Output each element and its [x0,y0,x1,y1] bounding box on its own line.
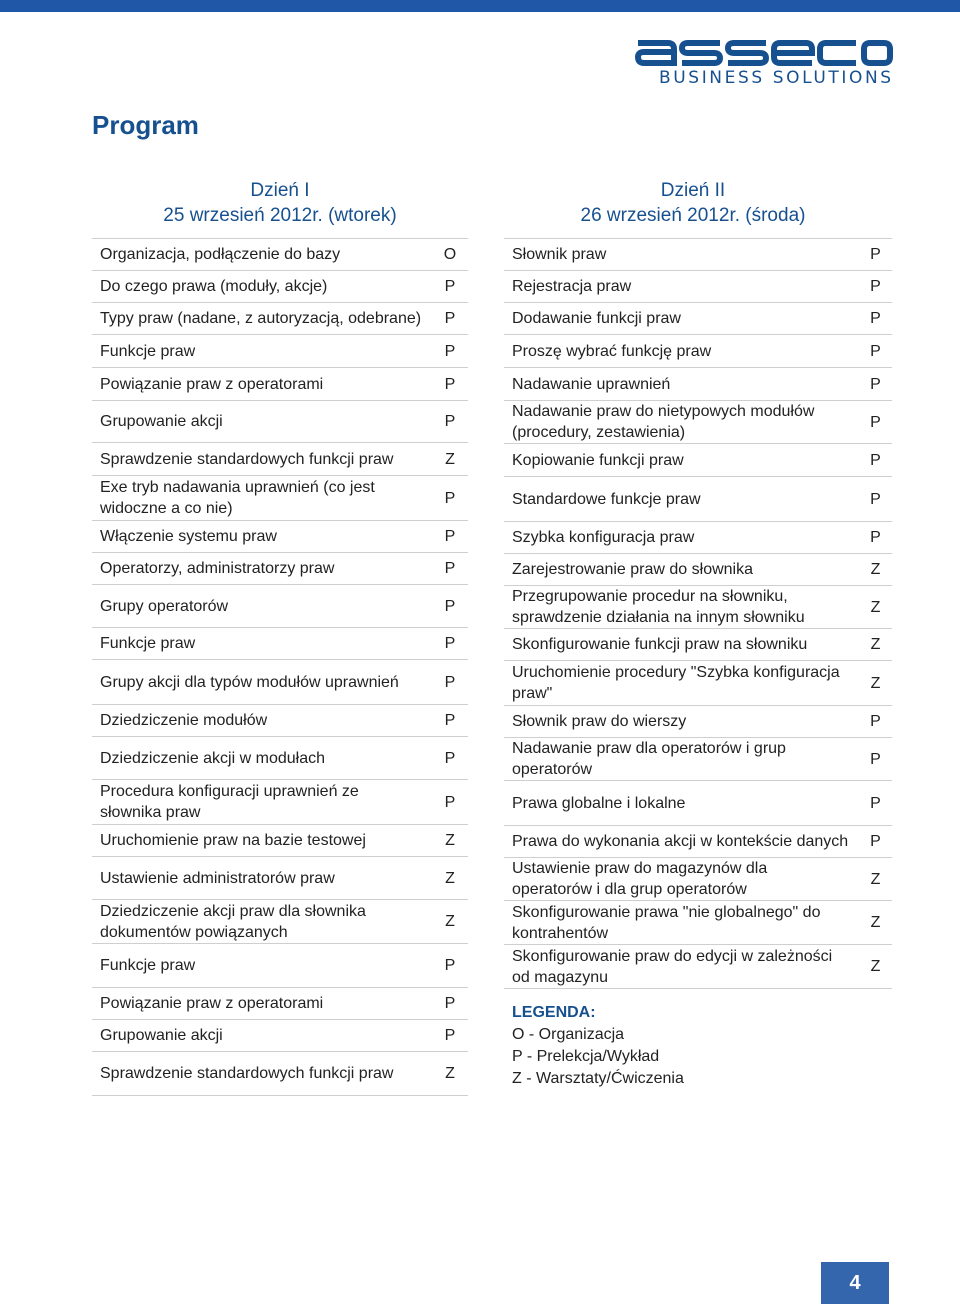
legend-item: P - Prelekcja/Wykład [512,1048,660,1065]
legend [512,1002,684,1090]
table-row [504,945,892,989]
page-title: Program [92,110,199,140]
day1-date: 25 wrzesień 2012r. (wtorek) [163,205,397,226]
table-row [92,988,468,1020]
session-type-code: P [432,705,468,737]
table-row [92,660,468,705]
session-topic: Powiązanie praw z operatorami [92,988,432,1020]
session-type-code: P [432,553,468,585]
session-topic: Sprawdzenie standardowych funkcji praw [92,443,432,476]
table-row [92,737,468,780]
session-topic: Dziedziczenie akcji w modułach [92,737,432,780]
session-type-code: Z [859,858,892,901]
table-row [92,628,468,660]
session-type-code: Z [432,443,468,476]
session-topic: Grupowanie akcji [92,1020,432,1052]
session-type-code: P [432,521,468,553]
session-type-code: P [859,522,892,554]
session-topic: Nadawanie praw do nietypowych modułów (procedury, zestawienia) [504,401,859,444]
session-type-code: Z [432,857,468,900]
top-accent-bar [0,0,960,12]
session-type-code: Z [432,1052,468,1096]
session-topic: Typy praw (nadane, z autoryzacją, odebrane) [92,303,432,335]
session-topic: Zarejestrowanie praw do słownika [504,554,859,586]
table-row [504,401,892,444]
session-topic: Operatorzy, administratorzy praw [92,553,432,585]
table-row [92,780,468,825]
day1-schedule-table [92,238,468,1096]
session-type-code: P [859,444,892,477]
session-topic: Dziedziczenie modułów [92,705,432,737]
table-row [504,629,892,661]
session-type-code: P [432,737,468,780]
session-type-code: P [859,303,892,335]
session-topic: Skonfigurowanie prawa "nie globalnego" do kontrahentów [504,901,859,945]
session-type-code: Z [859,629,892,661]
session-type-code: P [432,1020,468,1052]
session-topic: Dziedziczenie akcji praw dla słownika dokumentów powiązanych [92,900,432,944]
table-row [92,401,468,443]
table-row [92,900,468,944]
legend-title: LEGENDA: [512,1004,596,1021]
session-type-code: P [432,660,468,705]
session-topic: Procedura konfiguracji uprawnień ze słownika praw [92,780,432,825]
table-row [92,271,468,303]
session-topic: Powiązanie praw z operatorami [92,368,432,401]
table-row [92,585,468,628]
session-type-code: Z [432,900,468,944]
session-topic: Grupy operatorów [92,585,432,628]
session-topic: Organizacja, podłączenie do bazy [92,239,432,271]
session-topic: Słownik praw do wierszy [504,706,859,738]
session-topic: Kopiowanie funkcji praw [504,444,859,477]
logo-subtitle: BUSINESS SOLUTIONS [659,68,894,88]
logo-wordmark-icon [634,38,894,68]
table-row [504,271,892,303]
table-row [92,239,468,271]
session-type-code: P [432,944,468,988]
session-topic: Standardowe funkcje praw [504,477,859,522]
table-row [504,901,892,945]
session-type-code: Z [859,901,892,945]
session-type-code: Z [432,825,468,857]
session-type-code: P [432,303,468,335]
session-topic: Słownik praw [504,239,859,271]
table-row [504,586,892,629]
session-type-code: P [432,585,468,628]
page-number: 4 [821,1262,889,1304]
session-topic: Uruchomienie procedury "Szybka konfiguracja praw" [504,661,859,706]
session-type-code: P [432,401,468,443]
table-row [92,443,468,476]
session-topic: Nadawanie praw dla operatorów i grup operatorów [504,738,859,781]
session-type-code: P [432,476,468,521]
session-topic: Sprawdzenie standardowych funkcji praw [92,1052,432,1096]
table-row [504,444,892,477]
session-topic: Przegrupowanie procedur na słowniku, sprawdzenie działania na innym słowniku [504,586,859,629]
legend-item: Z - Warsztaty/Ćwiczenia [512,1070,684,1087]
session-topic: Funkcje praw [92,944,432,988]
session-type-code: P [859,738,892,781]
session-type-code: O [432,239,468,271]
session-type-code: P [859,826,892,858]
session-type-code: P [432,335,468,368]
table-row [92,553,468,585]
table-row [504,706,892,738]
table-row [504,368,892,401]
table-row [92,368,468,401]
session-type-code: Z [859,586,892,629]
table-row [92,335,468,368]
session-topic: Skonfigurowanie praw do edycji w zależności od magazynu [504,945,859,989]
table-row [92,303,468,335]
table-row [504,477,892,522]
session-topic: Uruchomienie praw na bazie testowej [92,825,432,857]
session-type-code: P [859,706,892,738]
table-row [504,554,892,586]
session-type-code: P [859,335,892,368]
session-type-code: P [432,368,468,401]
table-row [504,858,892,901]
session-topic: Ustawienie administratorów praw [92,857,432,900]
table-row [92,944,468,988]
session-type-code: P [432,271,468,303]
table-row [504,303,892,335]
table-row [92,521,468,553]
table-row [92,1020,468,1052]
table-row [504,738,892,781]
table-row [504,661,892,706]
table-row [504,335,892,368]
session-topic: Funkcje praw [92,335,432,368]
table-row [504,826,892,858]
session-topic: Do czego prawa (moduły, akcje) [92,271,432,303]
day2-schedule-table [504,238,892,989]
session-topic: Rejestracja praw [504,271,859,303]
session-topic: Dodawanie funkcji praw [504,303,859,335]
session-type-code: P [859,401,892,444]
table-row [92,857,468,900]
session-type-code: Z [859,945,892,989]
session-type-code: P [859,239,892,271]
session-type-code: Z [859,661,892,706]
session-type-code: P [432,628,468,660]
session-topic: Nadawanie uprawnień [504,368,859,401]
session-topic: Grupy akcji dla typów modułów uprawnień [92,660,432,705]
session-topic: Szybka konfiguracja praw [504,522,859,554]
session-topic: Ustawienie praw do magazynów dla operatorów i dla grup operatorów [504,858,859,901]
session-type-code: P [859,271,892,303]
session-topic: Exe tryb nadawania uprawnień (co jest widoczne a co nie) [92,476,432,521]
table-row [92,825,468,857]
session-topic: Proszę wybrać funkcję praw [504,335,859,368]
day1-header [90,178,470,228]
table-row [504,781,892,826]
table-row [92,705,468,737]
session-type-code: P [859,477,892,522]
table-row [92,1052,468,1096]
table-row [92,476,468,521]
session-type-code: P [859,781,892,826]
session-type-code: Z [859,554,892,586]
session-type-code: P [432,988,468,1020]
session-topic: Włączenie systemu praw [92,521,432,553]
session-topic: Skonfigurowanie funkcji praw na słowniku [504,629,859,661]
table-row [504,522,892,554]
table-row [504,239,892,271]
day2-header [503,178,883,228]
day1-title: Dzień I [250,180,310,201]
legend-item: O - Organizacja [512,1026,625,1043]
day2-date: 26 wrzesień 2012r. (środa) [580,205,806,226]
session-topic: Prawa globalne i lokalne [504,781,859,826]
session-type-code: P [432,780,468,825]
session-topic: Funkcje praw [92,628,432,660]
day2-title: Dzień II [660,180,726,201]
session-type-code: P [859,368,892,401]
session-topic: Grupowanie akcji [92,401,432,443]
session-topic: Prawa do wykonania akcji w kontekście danych [504,826,859,858]
